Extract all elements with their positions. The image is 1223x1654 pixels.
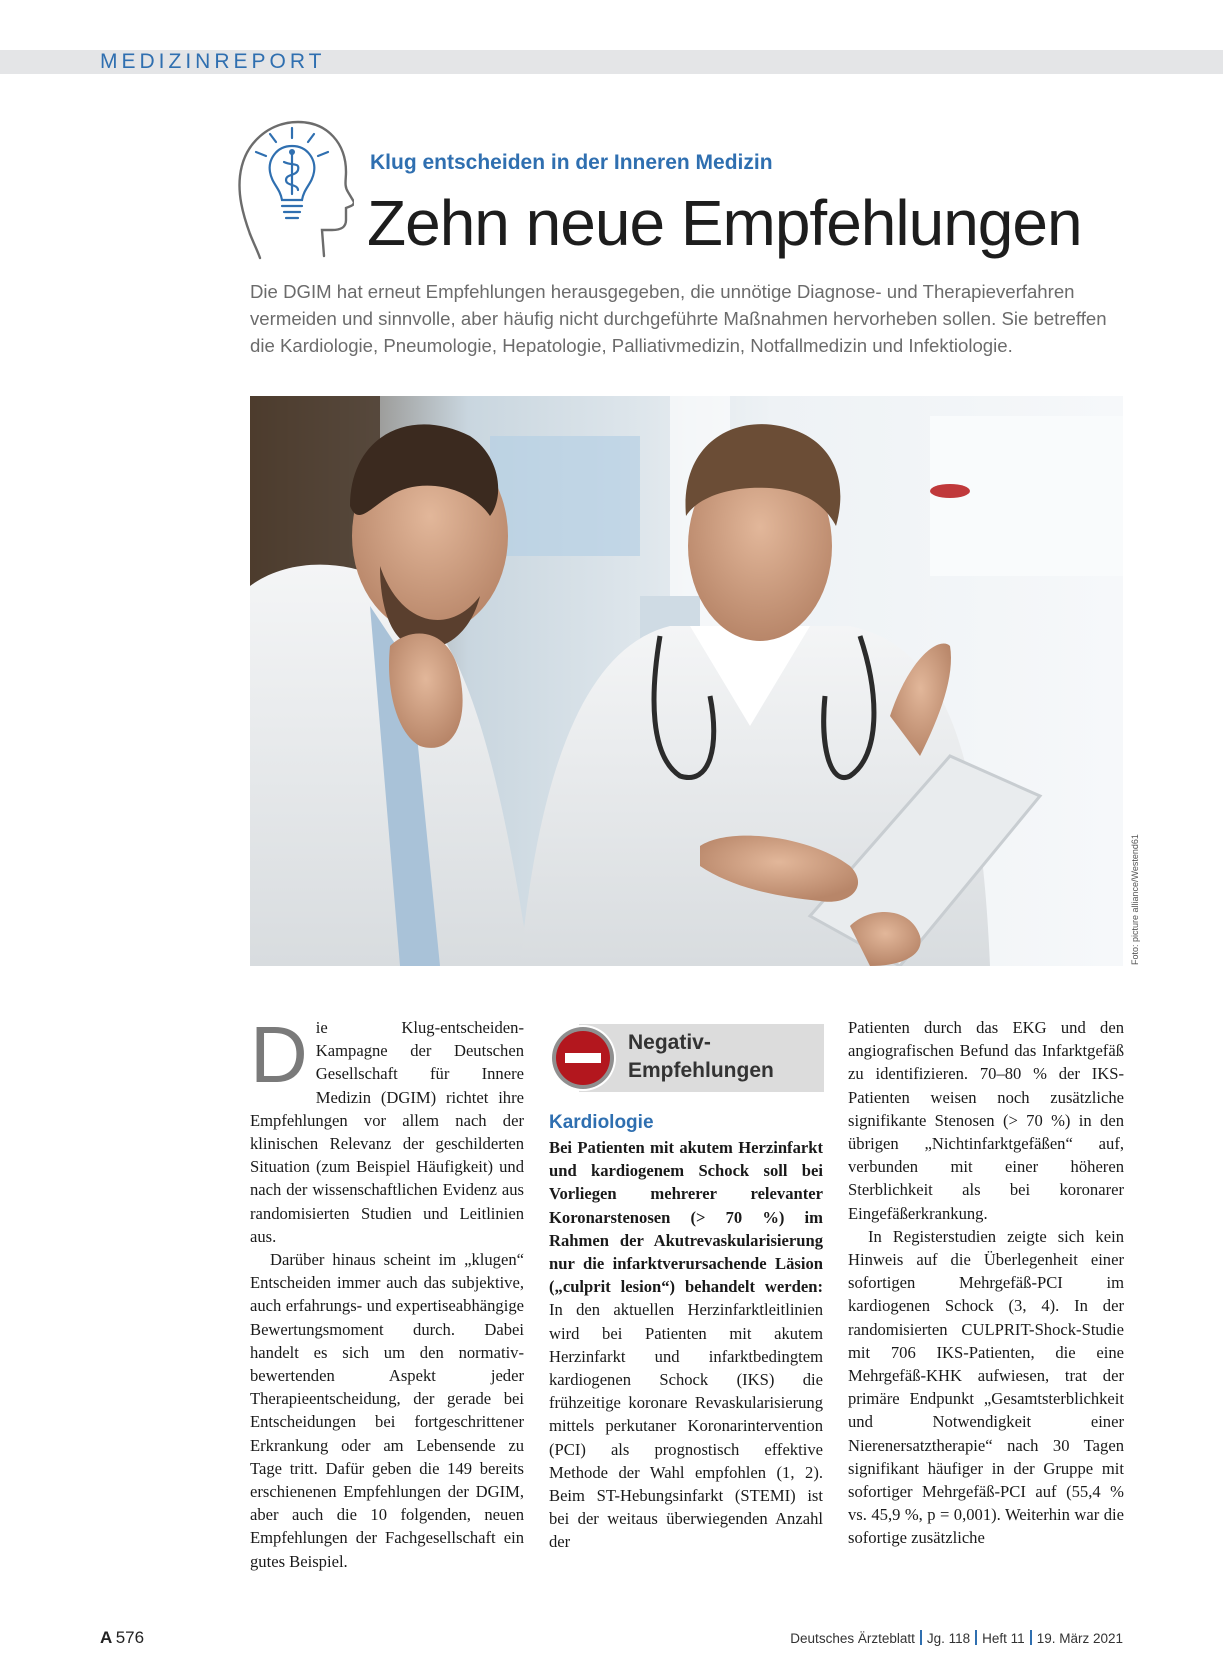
box-label: Negativ- Empfehlungen — [628, 1031, 774, 1082]
section-label: MEDIZINREPORT — [100, 50, 326, 73]
paragraph: ie Klug-entscheiden-Kampagne der Deutschen Gesellschaft für Innere Medizin (DGIM) richtet ihre Empfehlungen vor allem nach der klinischen Relevanz der geschilderten Situation (zum Beispiel Häufigkeit) und nach der wissenschaftlichen Evidenz aus randomisierten Studien und Leitlinien aus. — [250, 1018, 524, 1246]
lead-paragraph: Die DGIM hat erneut Empfehlungen herausgegeben, die unnötige Diagnose- und Therapieverfahren vermeiden und sinnvolle, aber häufig nicht durchgeführte Maßnahmen hervorheben sollen. Sie betreffen die Kardiologie, Pneumologie, Hepatologie, Palliativmedizin, Notfallmedizin und Infektiologie. — [250, 281, 1107, 356]
subheading-kardiologie: Kardiologie — [549, 1112, 654, 1133]
head-bulb-logo-icon — [236, 116, 354, 260]
paragraph: Darüber hinaus scheint im „klugen“ Entscheiden immer auch das subjektive, auch erfahrungs- und expertiseabhängige Bewertungsmoment durch. Dabei handelt es sich um den normativ-bewertenden Aspekt jeder Therapieentscheidung, der gerade bei Entscheidungen bei fortgeschrittener Erkrankung oder am Lebensende zu Tage tritt. Dafür geben die 149 bereits erschienenen Empfehlungen der DGIM, aber auch die 10 folgenden, neuen Empfehlungen der Fachgesellschaft ein gutes Beispiel. — [250, 1250, 524, 1571]
paragraph — [549, 1136, 823, 1554]
article-column-1 — [250, 1010, 524, 1573]
photo-credit: Foto: picture alliance/Westend61 — [1130, 834, 1140, 965]
paragraph-text: In den aktuellen Herzinfarktleitlinien wird bei Patienten mit akutem Herzinfarkt und infarktbedingtem kardiogenen Schock (IKS) die frühzeitige koronare Revaskularisierung mittels perkutaner Koronarintervention (PCI) als prognostisch effektive Methode der Wahl empfohlen (1, 2). Beim ST-Hebungsinfarkt (STEMI) ist bei der weitaus überwiegenden Anzahl der — [549, 1300, 823, 1552]
journal-footer: Deutsches Ärzteblatt Jg. 118 Heft 11 19. März 2021 — [790, 1631, 1123, 1646]
article-column-2 — [549, 1016, 823, 1554]
bold-recommendation: Bei Patienten mit akutem Herzinfarkt und kardiogenem Schock soll bei Vorliegen mehrerer relevanter Koronarstenosen (> 70 %) im Rahmen der Akutrevaskularisierung nur die infarktverursachende Läsion („culprit lesion“) behandelt werden: — [549, 1138, 823, 1297]
headline: Zehn neue Empfehlungen — [367, 187, 1082, 259]
paragraph: In Registerstudien zeigte sich kein Hinweis auf die Überlegenheit einer sofortigen Mehrgefäß-PCI im kardiogenen Schock (3, 4). In der randomisierten CULPRIT-Shock-Studie mit 706 IKS-Patienten, die eine Mehrgefäß-KHK aufwiesen, trat der primäre Endpunkt „Gesamtsterblichkeit und Notwendigkeit einer Nierenersatztherapie“ nach 30 Tagen signifikant häufiger in der Gruppe mit sofortiger Mehrgefäß-PCI auf (55,4 % vs. 45,9 %, p = 0,001). Weiterhin war die sofortige zusätzliche — [848, 1226, 1124, 1548]
article-photo — [250, 396, 1123, 966]
paragraph: Patienten durch das EKG und den angiografischen Befund das Infarktgefäß zu identifizieren. 70–80 % der IKS-Patienten weisen noch zusätzliche signifikante Stenosen (> 70 %) in den übrigen „Nichtinfarktgefäßen“ auf, verbunden mit einer höheren Sterblichkeit als bei koronarer Eingefäßerkrankung. — [848, 1018, 1124, 1223]
drop-cap: D — [250, 1010, 308, 1099]
article-column-3 — [848, 1016, 1124, 1550]
kicker: Klug entscheiden in der Inneren Medizin — [370, 151, 773, 174]
page-number: A 576 — [100, 1628, 145, 1647]
